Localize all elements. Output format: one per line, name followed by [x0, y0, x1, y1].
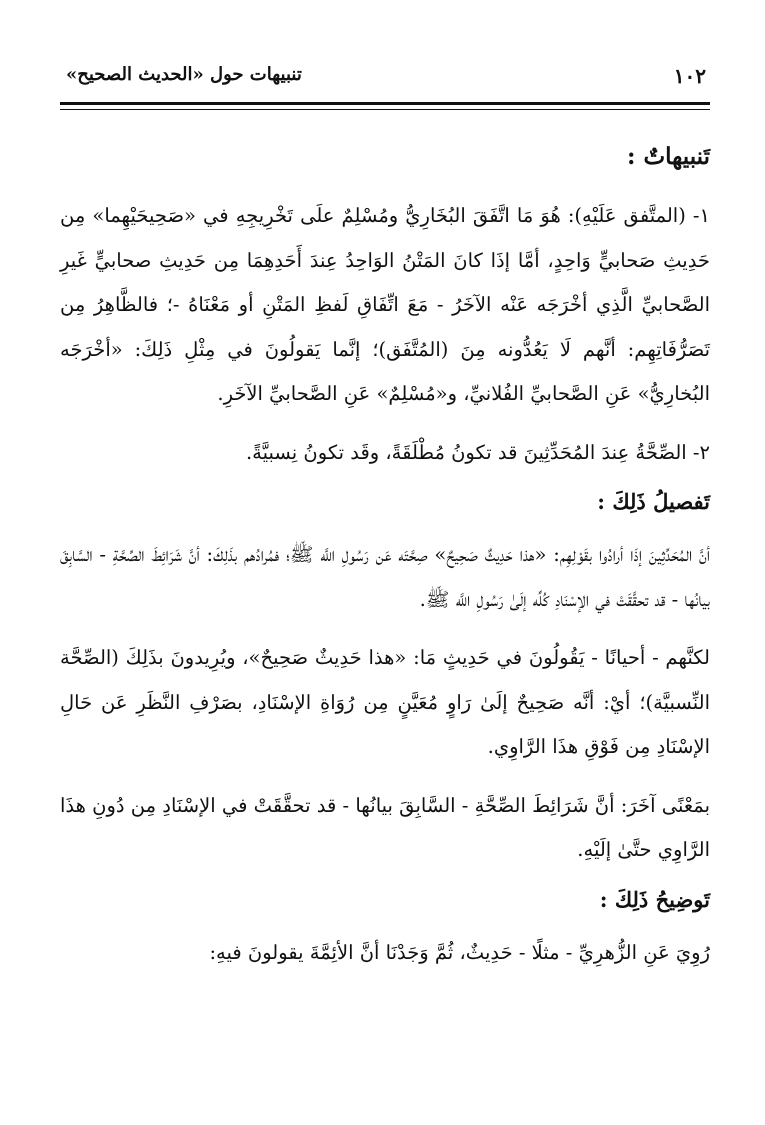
section-heading: تَنبيهاتٌ :	[627, 143, 710, 170]
page-number: ١٠٢	[673, 64, 706, 88]
paragraph-relative-authenticity: لكنَّهم - أحيانًا - يَقُولُونَ في حَدِيثٍ مَا: «هذا حَدِيثٌ صَحِيحٌ»، ويُرِيدونَ بذَلِكَ (الصِّحَّة النِّسبيَّة)؛ أيْ: أنَّه صَحِيحٌ إلَىٰ رَاوٍ مُعَيَّنٍ مِن رُوَاةِ الإسْنَادِ، بصَرْفِ النَّظَرِ عَن حَالِ الإسْنَادِ مِن فَوْقِ هذَا الرَّاوِي.	[60, 646, 710, 758]
header-rule-thin	[60, 109, 710, 110]
paragraph-example: رُوِيَ عَنِ الزُّهرِيِّ - مثلًا - حَدِيثٌ، ثُمَّ وَجَدْنَا أنَّ الأئِمَّةَ يقولونَ فيهِ:	[209, 940, 710, 964]
page-body	[60, 140, 710, 989]
subheading-clarification: تَوضِيحُ ذَلِكَ :	[599, 886, 710, 912]
paragraph-note-2: ٢- الصِّحَّةُ عِندَ المُحَدِّثِينَ قد تكونُ مُطْلَقَةً، وقَد تكونُ نِسبيَّةً.	[245, 440, 710, 464]
page-header	[60, 62, 710, 92]
header-rule-thick	[60, 102, 710, 105]
paragraph-note-1: ١- (المتَّفق عَلَيْهِ): هُوَ مَا اتَّفَقَ البُخَارِيُّ ومُسْلِمٌ علَى تَخْرِيجِهِ في «صَحِيحَيْهِما» مِن حَدِيثِ صَحابيٍّ وَاحِدٍ، أمَّا إذَا كانَ المَتْنُ الوَاحِدُ عِندَ أَحَدِهِمَا مِن حَدِيثِ صحابيٍّ غَيرِ الصَّحابيِّ الَّذِي أخْرَجَه عَنْه الآخَرُ - مَعَ اتِّفَاقِ لَفظِ المَتْنِ أو مَعْنَاهُ -؛ فالظَّاهِرُ مِن تَصَرُّفَاتِهِم: أنَّهم لَا يَعُدُّونه مِنَ (المُتَّفَق)؛ إنَّما يَقولُونَ في مِثْلِ ذَلِكَ: «أخْرَجَه البُخارِيُّ» عَنِ الصَّحابيِّ الفُلانيِّ، و«مُسْلِمٌ» عَنِ الصَّحابيِّ الآخَرِ.	[60, 204, 710, 405]
book-page	[60, 62, 710, 1102]
paragraph-details: أنَّ المُحَدِّثِينَ إذَا أرادُوا بقَوْلِهِم: «هذا حَدِيثٌ صَحِيحٌ» صِحَّتَه عَن رَسُولِ اللَّه ﷺ؛ فمُرادُهم بذَلِكَ: أنَّ شَرَائِطَ الصِّحَّةِ - السَّابِقَ بيانُها - قد تحقَّقَتْ في الإسْنَادِ كُلِّه إلَىٰ رَسُولِ اللَّه ﷺ.	[60, 543, 710, 611]
subheading-details: تَفصيلُ ذَلِكَ :	[597, 489, 710, 514]
paragraph-other-meaning: بمَعْنًى آخَرَ: أنَّ شَرَائِطَ الصِّحَّةِ - السَّابِقَ بيانُها - قد تحقَّقَتْ في الإسْنَادِ مِن دُونِ هذَا الرَّاوِي حتَّىٰ إلَيْهِ.	[60, 793, 710, 861]
running-title: تنبيهات حول «الحديث الصحيح»	[66, 64, 302, 85]
